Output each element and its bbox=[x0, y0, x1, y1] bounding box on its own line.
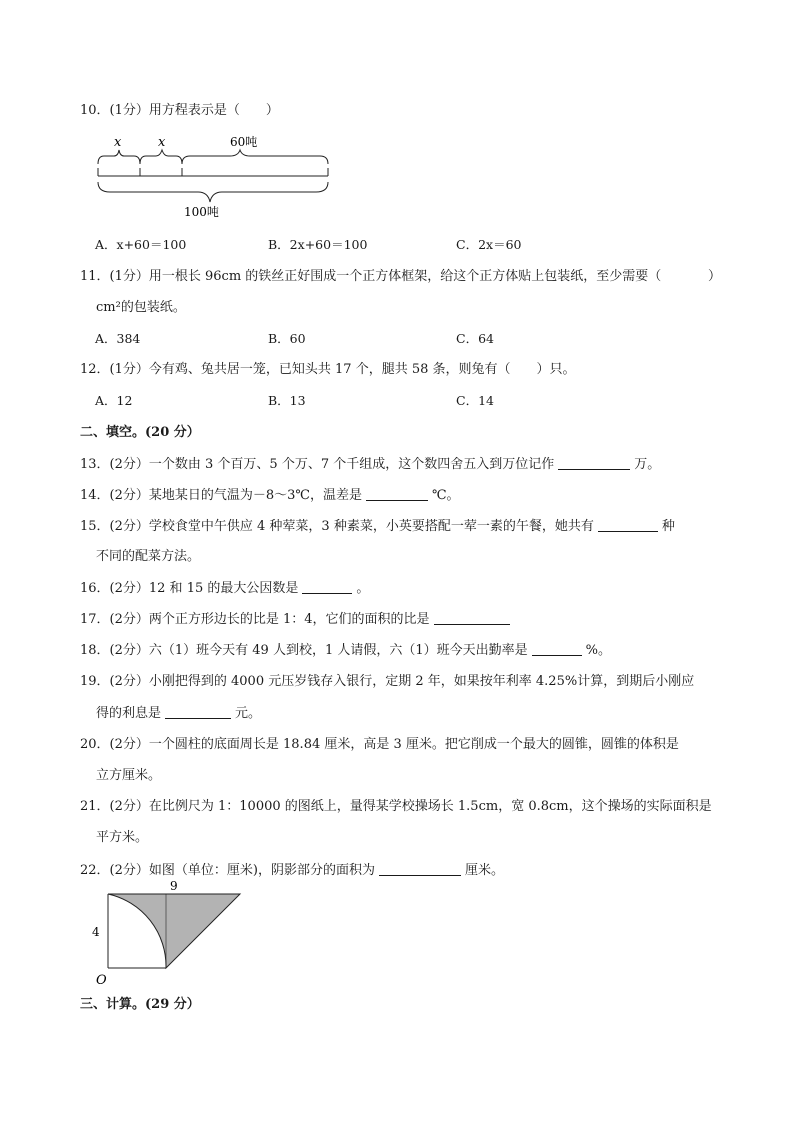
q13-unit: 万。 bbox=[634, 457, 661, 472]
q22-origin-label: O bbox=[96, 973, 107, 988]
q18-answer-blank[interactable] bbox=[532, 641, 582, 656]
q10-stem: 10．(1分）用方程表示是（ ） bbox=[80, 103, 279, 118]
q16-answer-blank[interactable] bbox=[302, 579, 352, 594]
q19-line1: 19．(2分）小刚把得到的 4000 元压岁钱存入银行，定期 2 年，如果按年利率 4.25%计算，到期后小刚应 bbox=[80, 674, 695, 689]
q22-figure bbox=[86, 878, 266, 988]
q10-part-label: 60吨 bbox=[230, 135, 258, 149]
q10-bracket-diagram bbox=[90, 132, 350, 222]
q10-option-b[interactable]: B．2x+60＝100 bbox=[268, 237, 368, 252]
q19-text: 得的利息是 bbox=[96, 706, 162, 721]
q12-option-c[interactable]: C．14 bbox=[456, 393, 494, 408]
q17-answer-blank[interactable] bbox=[434, 610, 510, 625]
q22-shaded-region bbox=[108, 894, 240, 968]
q22-answer-blank[interactable] bbox=[379, 861, 461, 876]
q10-option-c[interactable]: C．2x＝60 bbox=[456, 237, 522, 252]
q11-stem: 11．(1分）用一根长 96cm 的铁丝正好围成一个正方体框架，给这个正方体贴上包装纸，至少需要（ bbox=[80, 269, 662, 284]
q15-answer-blank[interactable] bbox=[598, 517, 658, 532]
q12-option-b[interactable]: B．13 bbox=[268, 393, 306, 408]
q10-x2-label: x bbox=[158, 135, 166, 150]
q22-text: 22．(2分）如图（单位：厘米)，阴影部分的面积为 bbox=[80, 863, 375, 878]
q14-answer-blank[interactable] bbox=[366, 486, 428, 501]
q22-top-label: 9 bbox=[170, 879, 178, 893]
q14-unit: ℃。 bbox=[431, 488, 460, 503]
q21-line2: 平方米。 bbox=[96, 830, 149, 845]
q19-answer-blank[interactable] bbox=[165, 704, 231, 719]
q15-cont: 不同的配菜方法。 bbox=[96, 549, 201, 564]
section-2-heading: 二、填空。(20 分） bbox=[80, 425, 200, 440]
q15-unit: 种 bbox=[661, 519, 675, 534]
q11-option-c[interactable]: C．64 bbox=[456, 331, 494, 346]
q17-text: 17．(2分）两个正方形边长的比是 1：4，它们的面积的比是 bbox=[80, 612, 430, 627]
q20-line1: 20．(2分）一个圆柱的底面周长是 18.84 厘米，高是 3 厘米。把它削成一个最大的圆锥，圆锥的体积是 bbox=[80, 737, 679, 752]
q14-text: 14．(2分）某地某日的气温为－8～3℃，温差是 bbox=[80, 488, 362, 503]
q18 bbox=[80, 641, 611, 660]
q22-unit: 厘米。 bbox=[464, 863, 504, 878]
q14 bbox=[80, 486, 460, 505]
q22-left-label: 4 bbox=[92, 925, 100, 939]
q10-x1-label: x bbox=[114, 135, 122, 150]
q13-answer-blank[interactable] bbox=[558, 455, 630, 470]
q11-option-a[interactable]: A．384 bbox=[95, 331, 141, 346]
q18-text: 18．(2分）六（1）班今天有 49 人到校，1 人请假，六（1）班今天出勤率是 bbox=[80, 643, 528, 658]
q20-line2: 立方厘米。 bbox=[96, 768, 162, 783]
q15 bbox=[80, 517, 675, 536]
q16 bbox=[80, 579, 369, 598]
q21-line1: 21．(2分）在比例尺为 1：10000 的图纸上，量得某学校操场长 1.5cm，宽 0.8cm，这个操场的实际面积是 bbox=[80, 799, 712, 814]
q16-end: 。 bbox=[356, 581, 370, 596]
q12-stem: 12．(1分）今有鸡、兔共居一笼，已知头共 17 个，腿共 58 条，则兔有（ ）只。 bbox=[80, 362, 576, 377]
q12-option-a[interactable]: A．12 bbox=[95, 393, 133, 408]
q11-stem-end: ） bbox=[708, 269, 722, 284]
q11-stem-cont: cm²的包装纸。 bbox=[96, 300, 186, 315]
section-3-heading: 三、计算。(29 分） bbox=[80, 997, 200, 1012]
q11-option-b[interactable]: B．60 bbox=[268, 331, 306, 346]
q10-total-label: 100吨 bbox=[184, 205, 219, 219]
q19-unit: 元。 bbox=[235, 706, 262, 721]
q18-unit: %。 bbox=[585, 643, 611, 658]
q13 bbox=[80, 455, 660, 474]
q16-text: 16．(2分）12 和 15 的最大公因数是 bbox=[80, 581, 299, 596]
q10-option-a[interactable]: A．x+60＝100 bbox=[95, 237, 187, 252]
q15-text: 15．(2分）学校食堂中午供应 4 种荤菜，3 种素菜，小英要搭配一荤一素的午餐，她共有 bbox=[80, 519, 594, 534]
q19-line2 bbox=[96, 704, 261, 723]
q13-text: 13．(2分）一个数由 3 个百万、5 个万、7 个千组成，这个数四舍五入到万位记作 bbox=[80, 457, 555, 472]
q17 bbox=[80, 610, 514, 629]
